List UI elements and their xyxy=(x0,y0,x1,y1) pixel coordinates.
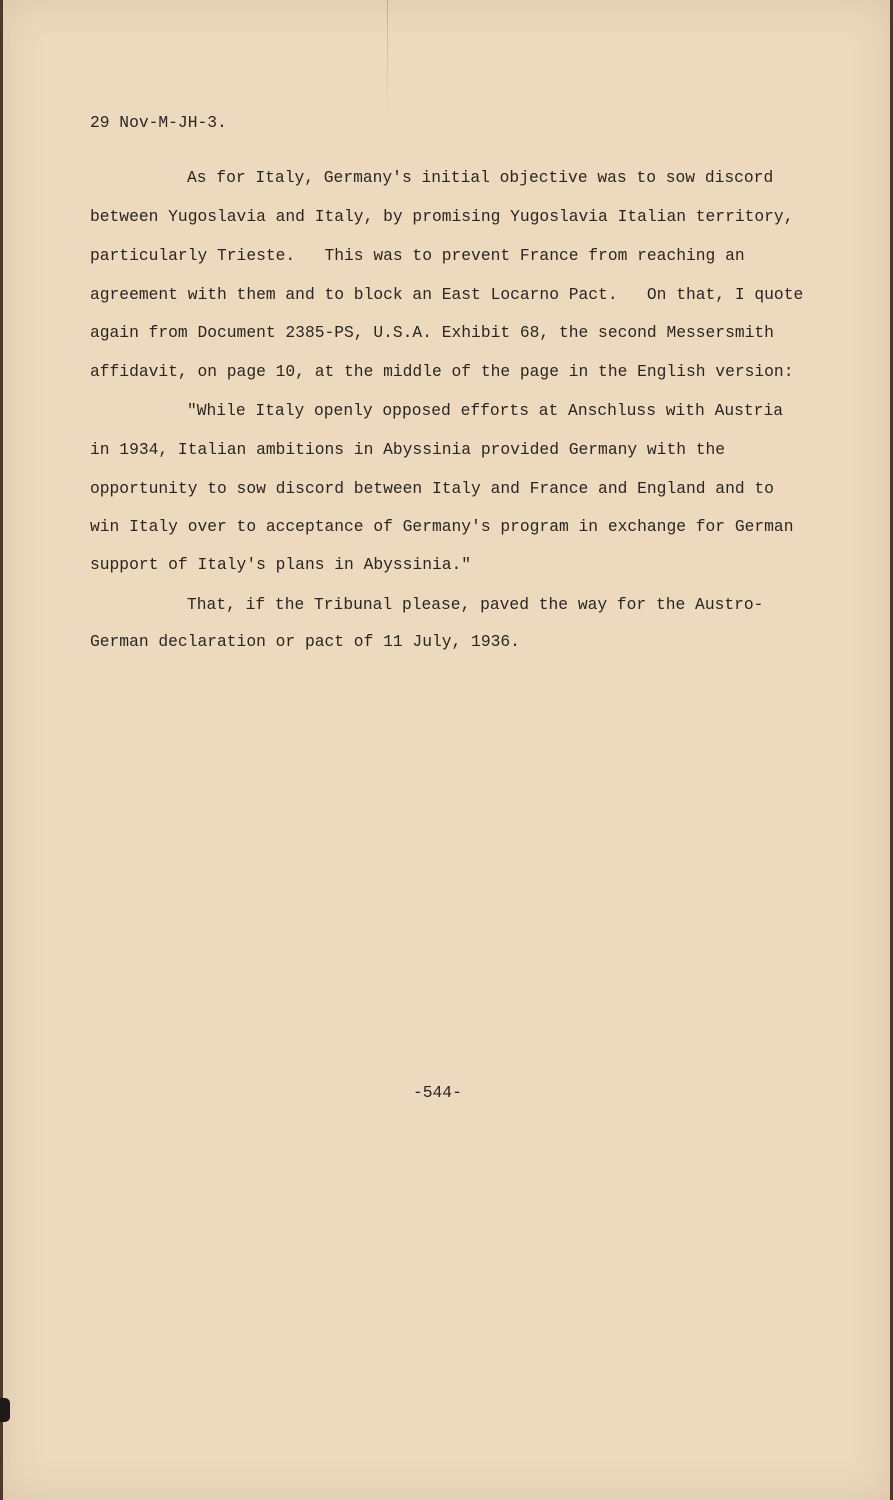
binder-mark xyxy=(0,1398,10,1422)
document-reference: 29 Nov-M-JH-3. xyxy=(90,113,227,132)
quote-line-3: opportunity to sow discord between Italy and France and England and to xyxy=(90,479,774,498)
body-line-1: As for Italy, Germany's initial objective was to sow discord xyxy=(187,168,774,187)
document-page xyxy=(3,0,890,1500)
quote-line-2: in 1934, Italian ambitions in Abyssinia provided Germany with the xyxy=(90,440,726,459)
quote-line-5: support of Italy's plans in Abyssinia." xyxy=(90,555,472,574)
page-number: -544- xyxy=(413,1083,462,1102)
quote-line-1: "While Italy openly opposed efforts at Anschluss with Austria xyxy=(187,401,783,420)
body-line-2: between Yugoslavia and Italy, by promising Yugoslavia Italian territory, xyxy=(90,207,794,226)
body-line-3: particularly Trieste. This was to prevent France from reaching an xyxy=(90,246,745,265)
closing-line-2: German declaration or pact of 11 July, 1936. xyxy=(90,632,520,651)
fold-mark xyxy=(387,0,388,120)
quote-line-4: win Italy over to acceptance of Germany's program in exchange for German xyxy=(90,517,794,536)
closing-line-1: That, if the Tribunal please, paved the way for the Austro- xyxy=(187,595,764,614)
body-line-6: affidavit, on page 10, at the middle of the page in the English version: xyxy=(90,362,794,381)
body-line-5: again from Document 2385-PS, U.S.A. Exhibit 68, the second Messersmith xyxy=(90,323,774,342)
body-line-4: agreement with them and to block an East Locarno Pact. On that, I quote xyxy=(90,285,804,304)
